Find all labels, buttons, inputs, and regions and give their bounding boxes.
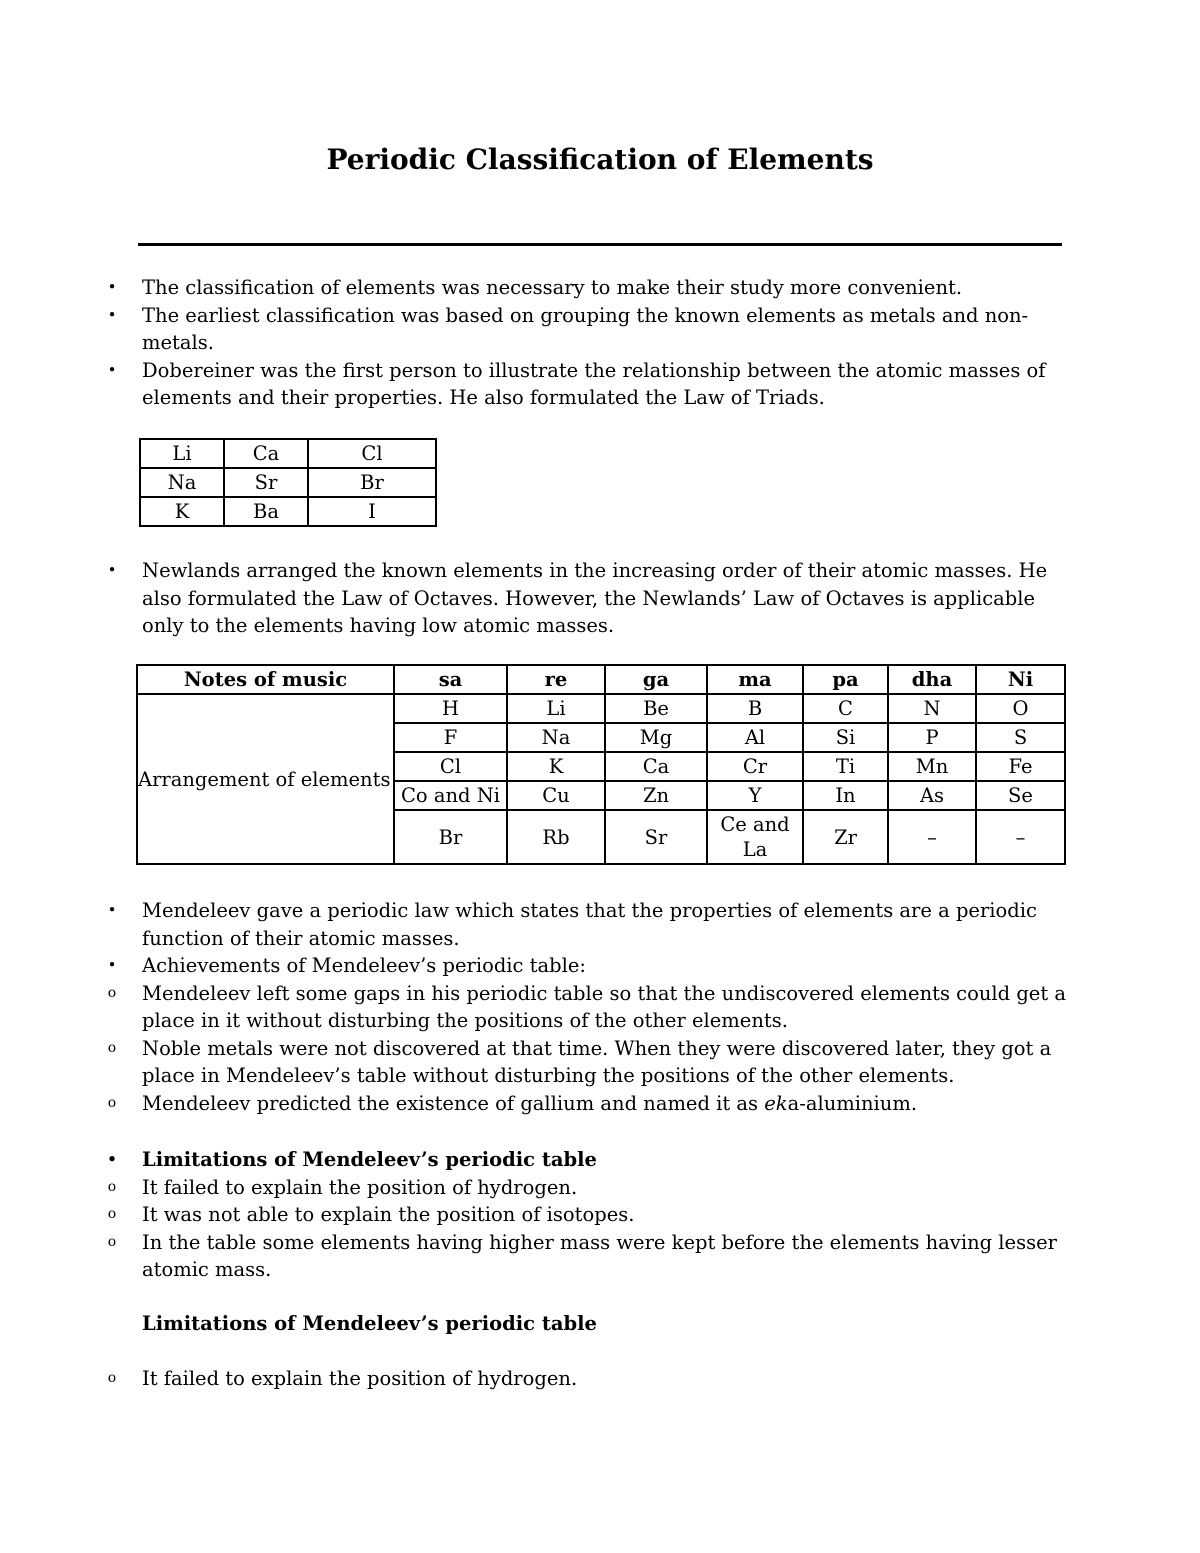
bullet-icon: •: [107, 305, 117, 324]
table-cell: Be: [605, 694, 707, 723]
table-cell: H: [394, 694, 507, 723]
list-item-text: Achievements of Mendeleev’s periodic table:: [142, 954, 586, 977]
list-item: [102, 302, 1068, 357]
list-item-text: It failed to explain the position of hydrogen.: [142, 1175, 578, 1199]
intro-bullets: [102, 274, 1068, 412]
list-item: [102, 1201, 1068, 1229]
bullet-icon: •: [107, 901, 117, 919]
table-header-cell: dha: [888, 665, 976, 694]
table-cell: Rb: [507, 810, 605, 864]
table-cell: Cl: [308, 439, 436, 468]
circle-bullet-icon: o: [107, 1206, 117, 1222]
list-item-text: Mendeleev gave a periodic law which states that the properties of elements are a periodic function of their atomic masses.: [142, 899, 1037, 950]
bullet-icon: •: [107, 360, 117, 379]
limitations-section: [102, 1146, 1068, 1284]
list-item: [102, 897, 1068, 952]
table-cell: Co and Ni: [394, 781, 507, 810]
table-cell: Ca: [605, 752, 707, 781]
table-header-cell: sa: [394, 665, 507, 694]
table-cell: –: [976, 810, 1065, 864]
table-cell: Mg: [605, 723, 707, 752]
limitations-section-2: [102, 1310, 1068, 1338]
list-item-text: Dobereiner was the first person to illustrate the relationship between the atomic masses of elements and their properties. He also formulated the Law of Triads.: [142, 358, 1046, 409]
list-item: [102, 1229, 1068, 1284]
table-cell: Na: [507, 723, 605, 752]
section-heading: Limitations of Mendeleev’s periodic table: [142, 1312, 597, 1335]
table-cell: Mn: [888, 752, 976, 781]
list-item-text: The earliest classification was based on grouping the known elements as metals and non-metals.: [142, 303, 1029, 354]
list-item-text: Mendeleev left some gaps in his periodic table so that the undiscovered elements could get a place in it without disturbing the positions of the other elements.: [142, 981, 1067, 1032]
list-item-text: Noble metals were not discovered at that time. When they were discovered later, they got a place in Mendeleev’s table without disturbing the positions of the other elements.: [142, 1036, 1052, 1087]
table-cell: Fe: [976, 752, 1065, 781]
table-header-cell: re: [507, 665, 605, 694]
list-item: [102, 1090, 1068, 1118]
table-cell: I: [308, 497, 436, 526]
circle-bullet-icon: o: [107, 1039, 117, 1056]
section-heading: Limitations of Mendeleev’s periodic table: [142, 1148, 597, 1171]
page-title: Periodic Classification of Elements: [326, 143, 874, 176]
table-header-cell: ga: [605, 665, 707, 694]
row-label-cell: Arrangement of elements: [137, 694, 394, 864]
list-item-text: In the table some elements having higher mass were kept before the elements having lesser atomic mass.: [142, 1230, 1057, 1281]
table-cell: Y: [707, 781, 803, 810]
circle-bullet-icon: o: [107, 1178, 117, 1195]
list-item: [102, 1174, 1068, 1202]
table-cell: Ca: [224, 439, 308, 468]
table-cell: Ba: [224, 497, 308, 526]
mendeleev-section: [102, 897, 1068, 1117]
octaves-table: [136, 664, 1066, 865]
table-cell: –: [888, 810, 976, 864]
circle-bullet-icon: o: [107, 1233, 117, 1250]
table-cell: N: [888, 694, 976, 723]
bullet-icon: •: [107, 956, 117, 974]
list-item: [102, 557, 1068, 640]
table-row: [140, 468, 436, 497]
list-item: [102, 1146, 1068, 1174]
table-cell: Se: [976, 781, 1065, 810]
table-cell: Ti: [803, 752, 888, 781]
gallium-text-italic: ek: [764, 1091, 788, 1115]
table-cell: As: [888, 781, 976, 810]
list-item: [102, 952, 1068, 980]
list-item: [102, 980, 1068, 1035]
table-cell: Sr: [605, 810, 707, 864]
table-cell: In: [803, 781, 888, 810]
gallium-text-before: Mendeleev predicted the existence of gallium and named it as: [142, 1091, 765, 1115]
title-divider: [138, 243, 1062, 246]
table-cell: Li: [507, 694, 605, 723]
table-cell: P: [888, 723, 976, 752]
list-item-text: The classification of elements was necessary to make their study more convenient.: [142, 276, 963, 299]
bullet-icon: •: [107, 561, 117, 579]
bullet-icon: •: [107, 278, 117, 296]
list-item: [102, 357, 1068, 412]
table-cell: C: [803, 694, 888, 723]
table-cell: S: [976, 723, 1065, 752]
table-cell: Sr: [224, 468, 308, 497]
table-cell: Cu: [507, 781, 605, 810]
circle-bullet-icon: o: [107, 1370, 117, 1386]
table-cell: Cl: [394, 752, 507, 781]
list-item-text: It failed to explain the position of hydrogen.: [142, 1367, 578, 1390]
table-row: [137, 694, 1065, 723]
list-item: [102, 274, 1068, 302]
table-cell: Br: [394, 810, 507, 864]
table-header-cell: pa: [803, 665, 888, 694]
table-cell: K: [140, 497, 224, 526]
table-cell: Cr: [707, 752, 803, 781]
section-heading-row: [102, 1310, 1068, 1338]
table-row: [140, 439, 436, 468]
table-cell: Al: [707, 723, 803, 752]
gallium-text-after: a-aluminium.: [787, 1091, 918, 1115]
newlands-bullet: [102, 557, 1068, 640]
table-cell: Ce and La: [707, 810, 803, 864]
table-header-cell: Ni: [976, 665, 1065, 694]
list-item-text: Newlands arranged the known elements in the increasing order of their atomic masses. He also formulated the Law of Octaves. However, the Newlands’ Law of Octaves is applicable only to the elements having low atomic masses.: [142, 559, 1048, 637]
list-item: [102, 1035, 1068, 1090]
table-header-row: [137, 665, 1065, 694]
table-cell: Br: [308, 468, 436, 497]
table-cell: K: [507, 752, 605, 781]
table-cell: Zr: [803, 810, 888, 864]
table-cell: B: [707, 694, 803, 723]
table-header-cell: Notes of music: [137, 665, 394, 694]
table-header-cell: ma: [707, 665, 803, 694]
table-cell: F: [394, 723, 507, 752]
list-item: [102, 1365, 1068, 1393]
circle-bullet-icon: o: [107, 1094, 117, 1111]
list-item-text: It was not able to explain the position of isotopes.: [142, 1203, 635, 1226]
bullet-icon: •: [107, 1150, 117, 1168]
limitations-list-2: [102, 1365, 1068, 1393]
table-cell: Na: [140, 468, 224, 497]
circle-bullet-icon: o: [107, 984, 117, 1001]
triads-table: [139, 438, 437, 527]
table-cell: Zn: [605, 781, 707, 810]
table-row: [140, 497, 436, 526]
table-cell: Li: [140, 439, 224, 468]
table-cell: O: [976, 694, 1065, 723]
table-cell: Si: [803, 723, 888, 752]
